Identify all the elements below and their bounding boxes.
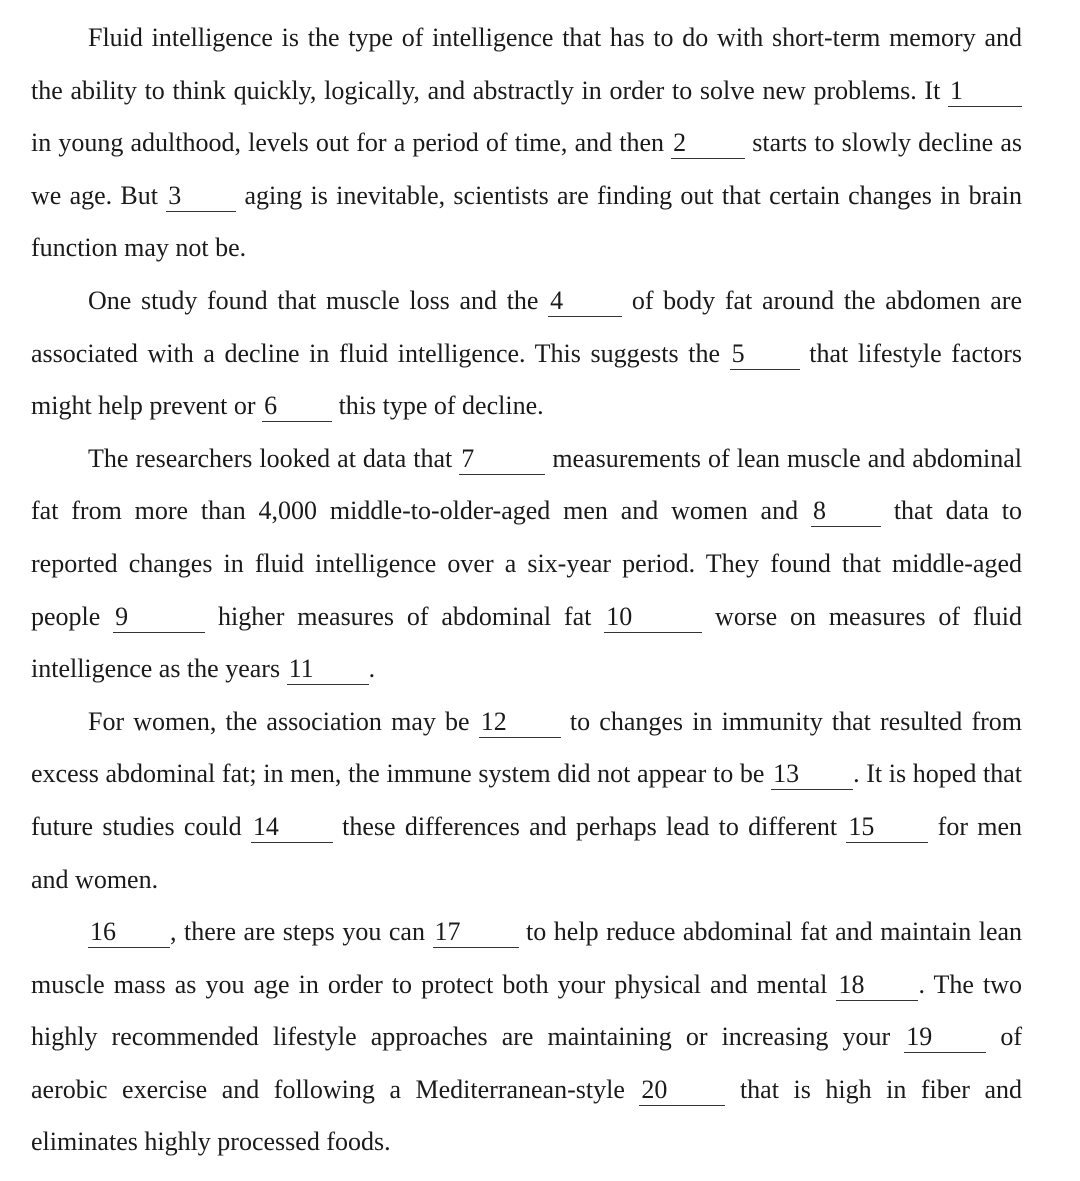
text: . It is hoped that future studies could xyxy=(31,759,1022,841)
text: , there are steps you can xyxy=(170,917,425,947)
text: For women, the association may be xyxy=(88,706,470,736)
blank-18[interactable]: 18 xyxy=(836,970,918,1001)
blank-8[interactable]: 8 xyxy=(811,496,881,527)
blank-6[interactable]: 6 xyxy=(262,391,332,422)
blank-9[interactable]: 9 xyxy=(113,602,205,633)
text: this type of decline. xyxy=(338,391,544,421)
text: of aerobic exercise and following a Mediterranean-style xyxy=(31,1022,1023,1104)
text: to help reduce abdominal fat and maintain lean muscle mass as you age in order to protect both your physical and mental xyxy=(31,917,1023,999)
text: in young adulthood, levels out for a period of time, and then xyxy=(31,128,665,158)
blank-12[interactable]: 12 xyxy=(479,707,561,738)
text: for men and women. xyxy=(31,811,1023,894)
cloze-passage xyxy=(31,0,1022,1169)
blank-14[interactable]: 14 xyxy=(251,812,333,843)
text: higher measures of abdominal fat xyxy=(218,601,592,631)
paragraph-3 xyxy=(31,433,1022,696)
text: measurements of lean muscle and abdominal fat from more than 4,000 middle-to-older-aged men and women and xyxy=(31,443,1023,526)
paragraph-1 xyxy=(31,12,1022,275)
text: that is high in fiber and eliminates highly processed foods. xyxy=(31,1074,1023,1157)
text: these differences and perhaps lead to different xyxy=(342,811,838,841)
text: that lifestyle factors might help prevent or xyxy=(31,338,1023,421)
blank-10[interactable]: 10 xyxy=(604,602,702,633)
blank-17[interactable]: 17 xyxy=(433,917,519,948)
blank-3[interactable]: 3 xyxy=(166,181,236,212)
blank-13[interactable]: 13 xyxy=(771,759,853,790)
paragraph-2 xyxy=(31,275,1022,433)
blank-20[interactable]: 20 xyxy=(639,1075,725,1106)
text: . The two highly recommended lifestyle approaches are maintaining or increasing your xyxy=(31,969,1023,1052)
blank-4[interactable]: 4 xyxy=(548,286,622,317)
text: . xyxy=(368,654,376,684)
text: aging is inevitable, scientists are finding out that certain changes in brain function may not be. xyxy=(31,180,1022,263)
paragraph-4 xyxy=(31,696,1022,906)
text: that data to reported changes in fluid intelligence over a six-year period. They found that middle-aged people xyxy=(31,496,1023,631)
blank-11[interactable]: 11 xyxy=(287,654,369,685)
blank-7[interactable]: 7 xyxy=(459,444,545,475)
blank-19[interactable]: 19 xyxy=(904,1022,986,1053)
text: starts to slowly decline as we age. But xyxy=(31,128,1023,210)
text: worse on measures of fluid intelligence as the years xyxy=(31,601,1023,684)
paragraph-5 xyxy=(31,906,1022,1169)
blank-5[interactable]: 5 xyxy=(730,339,800,370)
blank-16[interactable]: 16 xyxy=(88,917,170,948)
text: One study found that muscle loss and the xyxy=(88,285,539,315)
blank-1[interactable]: 1 xyxy=(948,76,1022,107)
text: to changes in immunity that resulted from excess abdominal fat; in men, the immune system did not appear to be xyxy=(31,706,1023,789)
blank-15[interactable]: 15 xyxy=(846,812,928,843)
text: Fluid intelligence is the type of intelligence that has to do with short-term memory and the ability to think quickly, logically, and abstractly in order to solve new problems. It xyxy=(31,23,1022,105)
blank-2[interactable]: 2 xyxy=(671,128,745,159)
text: The researchers looked at data that xyxy=(88,443,453,473)
text: of body fat around the abdomen are associated with a decline in fluid intelligence. This suggests the xyxy=(31,285,1023,368)
